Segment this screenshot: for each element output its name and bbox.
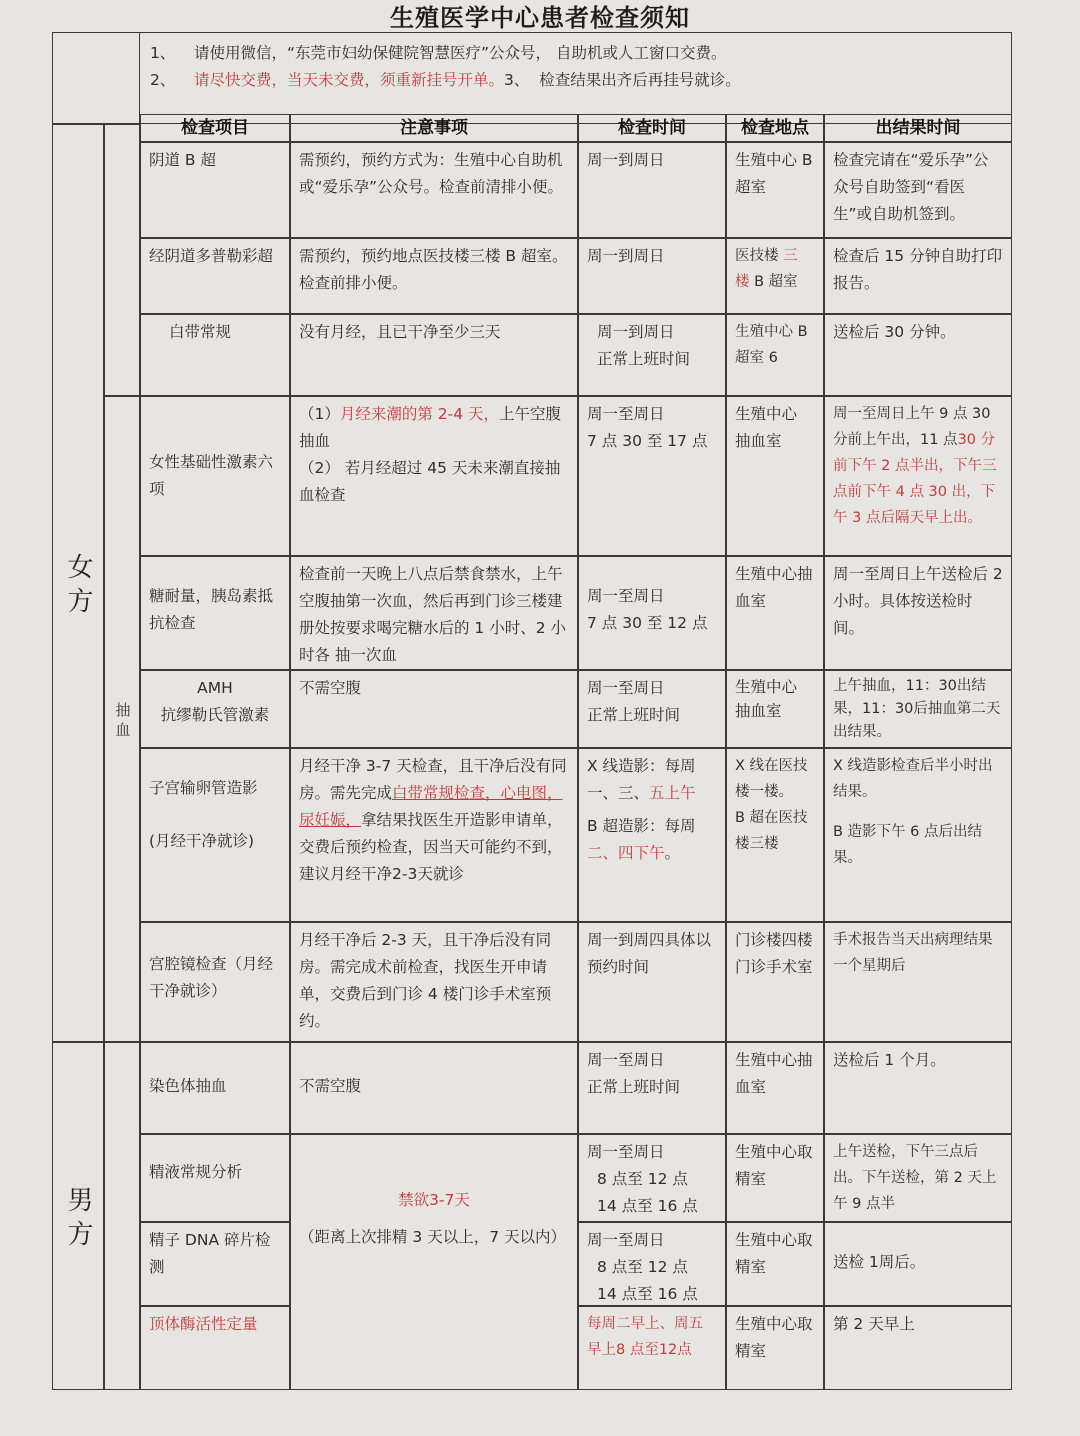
r4-item: 女性基础性激素六项 (140, 396, 290, 556)
r8-item: 宫腔镜检查（月经干净就诊） (140, 922, 290, 1042)
r6-time (578, 670, 726, 748)
blood-label-text: 抽 血 (113, 701, 132, 737)
r7-notes-red: 白带常规检查，心电图，尿妊娠， (299, 784, 563, 829)
r1-result: 检查完请在“爱乐孕”公众号自助签到“看医生”或自助机签到。 (824, 142, 1012, 238)
sub-col-male (104, 1042, 140, 1390)
r5-place: 生殖中心抽血室 (726, 556, 824, 670)
r4-result (824, 396, 1012, 556)
m4-result: 第 2 天早上 (824, 1306, 1012, 1390)
r2-notes: 需预约，预约地点医技楼三楼 B 超室。检查前排小便。 (290, 238, 578, 314)
r7-item (140, 748, 290, 922)
r1-notes: 需预约，预约方式为：生殖中心自助机或“爱乐孕”公众号。检查前清排小便。 (290, 142, 578, 238)
r7-result (824, 748, 1012, 922)
r4-result-a: 周一至周日上午 9 点 30 分前上午出，11 点 (833, 406, 991, 448)
m3-time-b: 8 点至 12 点 (597, 1258, 688, 1276)
m4-place: 生殖中心取精室 (726, 1306, 824, 1390)
r3-time-a: 周一到周日 (597, 323, 675, 341)
m2-result: 上午送检，下午三点后出。下午送检，第 2 天上午 9 点半 (824, 1134, 1012, 1222)
r7-time-xa: X 线造影：每周一、三、 (587, 757, 696, 802)
r7-item-a: 子宫输卵管造影 (149, 779, 258, 797)
r1-time: 周一到周日 (578, 142, 726, 238)
m1-notes: 不需空腹 (290, 1042, 578, 1134)
m1-result: 送检后 1 个月。 (824, 1042, 1012, 1134)
m2-time-b: 8 点至 12 点 (597, 1170, 688, 1188)
notice-line-1: 请使用微信，“东莞市妇幼保健院智慧医疗”公众号， 自助机或人工窗口交费。 (194, 44, 727, 62)
r7-notes-a: 月经干净 3-7 天检查，且干净后没有同房。需先完成 (299, 757, 567, 802)
r6-item-b: 抗缪勒氏管激素 (160, 706, 270, 724)
r4-time (578, 396, 726, 556)
r5-time-a: 周一至周日 (587, 587, 665, 605)
r4-time-b: 7 点 30 至 17 点 (587, 432, 708, 450)
m2-time-a: 周一至周日 (587, 1143, 665, 1161)
m3-time-a: 周一至周日 (587, 1231, 665, 1249)
r5-item: 糖耐量，胰岛素抵抗检查 (140, 556, 290, 670)
r7-time-xred: 五上午 (649, 784, 696, 802)
r2-result: 检查后 15 分钟自助打印报告。 (824, 238, 1012, 314)
r6-notes: 不需空腹 (290, 670, 578, 748)
r6-result: 上午抽血，11：30出结果，11：30后抽血第二天出结果。 (824, 670, 1012, 748)
r7-time-ba: B 超造影：每周 (587, 817, 696, 835)
r5-notes: 检查前一天晚上八点后禁食禁水，上午空腹抽第一次血，然后再到门诊三楼建册处按要求喝完糖水后的 1 小时、2 小时各 抽一次血 (290, 556, 578, 670)
r7-time (578, 748, 726, 922)
r5-time (578, 556, 726, 670)
r4-notes-1b: 上午空腹抽血 (299, 405, 562, 450)
r2-time: 周一到周日 (578, 238, 726, 314)
r7-result-a: X 线造影检查后半小时出结果。 (833, 758, 993, 800)
r2-place-b: B 超室 (754, 274, 798, 290)
m2-time-c: 14 点至 16 点 (597, 1197, 698, 1215)
page-title: 生殖医学中心患者检查须知 (390, 4, 690, 32)
r7-place-b: B 超在医技楼三楼 (735, 810, 808, 852)
r7-place (726, 748, 824, 922)
r8-time: 周一到周四具体以预约时间 (578, 922, 726, 1042)
m3-place: 生殖中心取精室 (726, 1222, 824, 1306)
sub-col-top (104, 124, 140, 396)
header-place: 检查地点 (726, 114, 824, 142)
m1-time-a: 周一至周日 (587, 1051, 665, 1069)
r4-notes-2: （2） 若月经超过 45 天未来潮直接抽血检查 (299, 459, 561, 504)
m3-result: 送检 1周后。 (824, 1222, 1012, 1306)
male-side-label (52, 1042, 104, 1390)
m3-item: 精子 DNA 碎片检测 (140, 1222, 290, 1306)
r5-result: 周一至周日上午送检后 2 小时。具体按送检时间。 (824, 556, 1012, 670)
header-item: 检查项目 (140, 114, 290, 142)
r7-time-bend: 。 (664, 844, 681, 862)
r4-notes (290, 396, 578, 556)
male-label-text: 男 方 (63, 1185, 93, 1247)
r3-time (578, 314, 726, 396)
header-time: 检查时间 (578, 114, 726, 142)
m1-time-b: 正常上班时间 (587, 1078, 681, 1096)
r2-item: 经阴道多普勒彩超 (140, 238, 290, 314)
male-notes (290, 1134, 578, 1390)
r3-place: 生殖中心 B超室 6 (726, 314, 824, 396)
r7-notes (290, 748, 578, 922)
notice-num-2: 2、 (150, 71, 176, 89)
r6-place: 生殖中心 抽血室 (726, 670, 824, 748)
notice-left-cell (52, 32, 140, 124)
female-label-text: 女 方 (63, 552, 93, 614)
m4-item: 顶体酶活性定量 (140, 1306, 290, 1390)
header-notes: 注意事项 (290, 114, 578, 142)
m3-time (578, 1222, 726, 1306)
male-notes-text: （距离上次排精 3 天以上，7 天以内） (299, 1228, 567, 1246)
m4-time: 每周二早上、周五早上8 点至12点 (578, 1306, 726, 1390)
notice-text (140, 32, 1012, 124)
male-notes-red: 禁欲3-7天 (398, 1191, 470, 1209)
female-side-label (52, 124, 104, 1042)
r7-time-bred: 二、四下午 (587, 844, 665, 862)
notice-table (52, 32, 1012, 1390)
header-result: 出结果时间 (824, 114, 1012, 142)
notice-num-1: 1、 (150, 44, 176, 62)
r4-place: 生殖中心 抽血室 (726, 396, 824, 556)
r2-place-red: 三 楼 (735, 248, 798, 290)
m2-time (578, 1134, 726, 1222)
m2-item: 精液常规分析 (140, 1134, 290, 1222)
m2-place: 生殖中心取精室 (726, 1134, 824, 1222)
r3-item: 白带常规 (140, 314, 290, 396)
r5-time-b: 7 点 30 至 12 点 (587, 614, 708, 632)
m1-time (578, 1042, 726, 1134)
r6-time-b: 正常上班时间 (587, 706, 681, 724)
notice-num-3: 3、 (504, 71, 530, 89)
r1-place: 生殖中心 B 超室 (726, 142, 824, 238)
r4-result-red: 30 分前下午 2 点半出，下午三点前下午 4 点 30 出，下午 3 点后隔天早上出。 (833, 432, 997, 526)
r3-time-b: 正常上班时间 (597, 350, 691, 368)
r7-item-b: (月经干净就诊) (149, 832, 255, 850)
r2-place (726, 238, 824, 314)
r4-notes-1red: 月经来潮的第 2-4 天， (339, 405, 500, 423)
notice-line-2-red: 请尽快交费，当天未交费，须重新挂号开单。 (194, 71, 505, 89)
r4-notes-1a: （1） (299, 405, 340, 423)
r6-time-a: 周一至周日 (587, 679, 665, 697)
blood-side-label (104, 396, 140, 1042)
m1-place: 生殖中心抽血室 (726, 1042, 824, 1134)
r2-place-a: 医技楼 (735, 248, 779, 264)
m3-time-c: 14 点至 16 点 (597, 1285, 698, 1303)
r4-time-a: 周一至周日 (587, 405, 665, 423)
r7-result-b: B 造影下午 6 点后出结果。 (833, 824, 982, 866)
r6-item (140, 670, 290, 748)
m1-item: 染色体抽血 (140, 1042, 290, 1134)
notice-line-3: 检查结果出齐后再挂号就诊。 (539, 71, 741, 89)
r1-item: 阴道 B 超 (140, 142, 290, 238)
r8-result: 手术报告当天出病理结果一个星期后 (824, 922, 1012, 1042)
r7-place-a: X 线在医技楼一楼。 (735, 758, 808, 800)
r8-place: 门诊楼四楼门诊手术室 (726, 922, 824, 1042)
r3-result: 送检后 30 分钟。 (824, 314, 1012, 396)
r8-notes: 月经干净后 2-3 天，且干净后没有同房。需完成术前检查，找医生开申请单，交费后到门诊 4 楼门诊手术室预约。 (290, 922, 578, 1042)
r6-item-a: AMH (197, 679, 233, 697)
r7-notes-b: 拿结果找医生开造影申请单，交费后预约检查，因当天可能约不到，建议月经干净2-3天就诊 (299, 811, 563, 883)
r3-notes: 没有月经，且已干净至少三天 (290, 314, 578, 396)
